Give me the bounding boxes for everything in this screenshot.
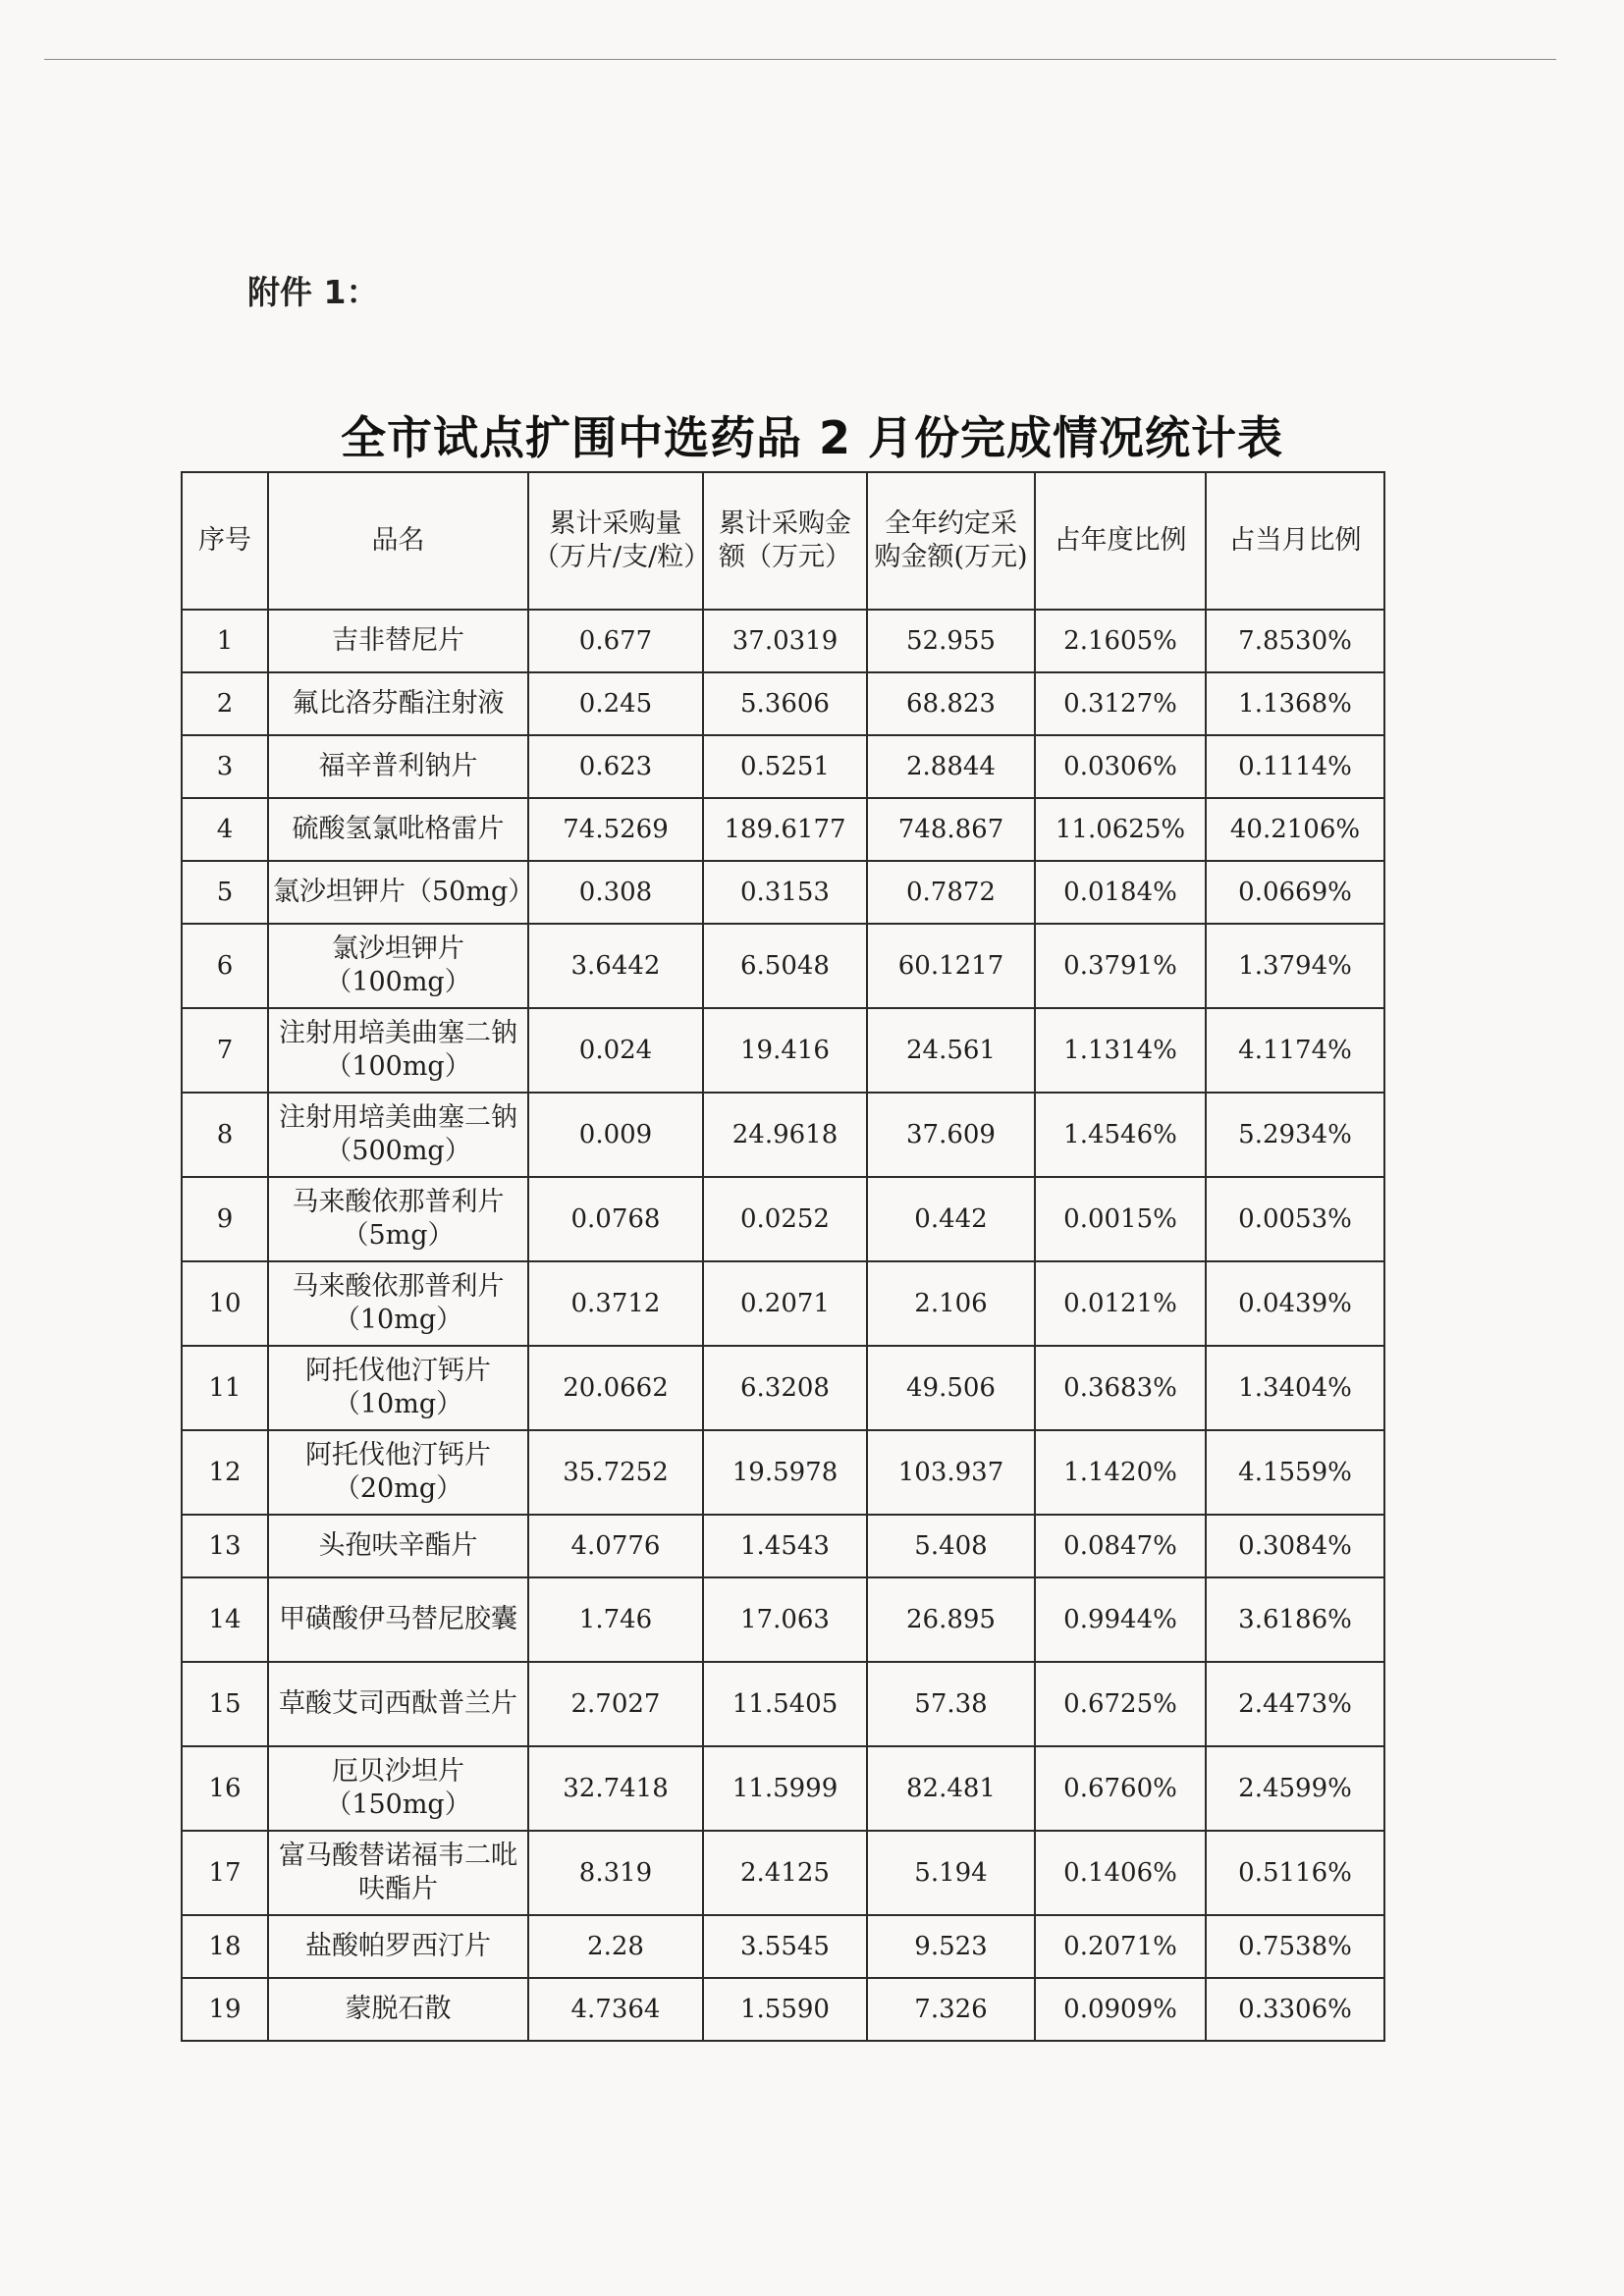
cell-name: 氯沙坦钾片（100mg）	[268, 924, 528, 1008]
cell-annual-plan: 0.7872	[867, 861, 1035, 924]
table-row	[182, 610, 1384, 672]
table-row	[182, 1261, 1384, 1346]
cell-quantity: 35.7252	[528, 1430, 703, 1515]
cell-annual-plan: 7.326	[867, 1978, 1035, 2041]
header-quantity: 累计采购量（万片/支/粒）	[528, 472, 703, 610]
cell-index: 16	[182, 1746, 268, 1831]
table-row	[182, 1978, 1384, 2041]
cell-amount: 11.5999	[703, 1746, 867, 1831]
cell-quantity: 0.245	[528, 672, 703, 735]
cell-annual-ratio: 11.0625%	[1035, 798, 1206, 861]
cell-monthly-ratio: 0.1114%	[1206, 735, 1384, 798]
cell-annual-plan: 9.523	[867, 1915, 1035, 1978]
cell-amount: 0.0252	[703, 1177, 867, 1261]
table-row	[182, 1008, 1384, 1093]
top-rule	[44, 59, 1556, 60]
cell-index: 11	[182, 1346, 268, 1430]
table-row	[182, 1662, 1384, 1746]
cell-monthly-ratio: 1.1368%	[1206, 672, 1384, 735]
cell-index: 3	[182, 735, 268, 798]
cell-annual-ratio: 0.6725%	[1035, 1662, 1206, 1746]
cell-quantity: 0.009	[528, 1093, 703, 1177]
cell-amount: 0.2071	[703, 1261, 867, 1346]
statistics-table	[181, 471, 1385, 2042]
document-title: 全市试点扩围中选药品 2 月份完成情况统计表	[340, 411, 1284, 464]
table-row	[182, 861, 1384, 924]
cell-monthly-ratio: 3.6186%	[1206, 1577, 1384, 1662]
cell-quantity: 74.5269	[528, 798, 703, 861]
cell-index: 17	[182, 1831, 268, 1915]
cell-name: 氯沙坦钾片（50mg）	[268, 861, 528, 924]
cell-annual-ratio: 0.0015%	[1035, 1177, 1206, 1261]
cell-monthly-ratio: 4.1559%	[1206, 1430, 1384, 1515]
cell-amount: 6.5048	[703, 924, 867, 1008]
cell-annual-plan: 49.506	[867, 1346, 1035, 1430]
cell-name: 盐酸帕罗西汀片	[268, 1915, 528, 1978]
cell-amount: 1.5590	[703, 1978, 867, 2041]
cell-annual-ratio: 0.3791%	[1035, 924, 1206, 1008]
cell-quantity: 3.6442	[528, 924, 703, 1008]
cell-index: 9	[182, 1177, 268, 1261]
cell-monthly-ratio: 1.3794%	[1206, 924, 1384, 1008]
cell-amount: 17.063	[703, 1577, 867, 1662]
cell-name: 阿托伐他汀钙片（20mg）	[268, 1430, 528, 1515]
cell-monthly-ratio: 0.0053%	[1206, 1177, 1384, 1261]
cell-annual-plan: 52.955	[867, 610, 1035, 672]
cell-name: 注射用培美曲塞二钠（100mg）	[268, 1008, 528, 1093]
cell-amount: 11.5405	[703, 1662, 867, 1746]
cell-amount: 0.5251	[703, 735, 867, 798]
attachment-label: 附件 1：	[247, 273, 379, 311]
cell-annual-plan: 748.867	[867, 798, 1035, 861]
cell-monthly-ratio: 40.2106%	[1206, 798, 1384, 861]
header-annual-plan: 全年约定采购金额(万元)	[867, 472, 1035, 610]
table-row	[182, 1346, 1384, 1430]
cell-index: 6	[182, 924, 268, 1008]
table-row	[182, 1746, 1384, 1831]
cell-monthly-ratio: 0.5116%	[1206, 1831, 1384, 1915]
cell-annual-plan: 57.38	[867, 1662, 1035, 1746]
cell-monthly-ratio: 5.2934%	[1206, 1093, 1384, 1177]
cell-monthly-ratio: 2.4599%	[1206, 1746, 1384, 1831]
cell-amount: 6.3208	[703, 1346, 867, 1430]
table-row	[182, 1915, 1384, 1978]
cell-name: 阿托伐他汀钙片（10mg）	[268, 1346, 528, 1430]
cell-quantity: 4.0776	[528, 1515, 703, 1577]
cell-annual-ratio: 0.9944%	[1035, 1577, 1206, 1662]
cell-name: 吉非替尼片	[268, 610, 528, 672]
header-amount: 累计采购金额（万元）	[703, 472, 867, 610]
cell-annual-plan: 82.481	[867, 1746, 1035, 1831]
cell-monthly-ratio: 1.3404%	[1206, 1346, 1384, 1430]
cell-monthly-ratio: 0.3306%	[1206, 1978, 1384, 2041]
cell-annual-plan: 5.194	[867, 1831, 1035, 1915]
cell-quantity: 2.28	[528, 1915, 703, 1978]
cell-monthly-ratio: 0.0439%	[1206, 1261, 1384, 1346]
cell-annual-ratio: 0.2071%	[1035, 1915, 1206, 1978]
cell-name: 富马酸替诺福韦二吡呋酯片	[268, 1831, 528, 1915]
cell-amount: 19.5978	[703, 1430, 867, 1515]
cell-annual-plan: 0.442	[867, 1177, 1035, 1261]
cell-index: 14	[182, 1577, 268, 1662]
cell-amount: 2.4125	[703, 1831, 867, 1915]
cell-annual-plan: 103.937	[867, 1430, 1035, 1515]
cell-annual-ratio: 1.1314%	[1035, 1008, 1206, 1093]
cell-monthly-ratio: 2.4473%	[1206, 1662, 1384, 1746]
cell-quantity: 0.024	[528, 1008, 703, 1093]
table-header-row	[182, 472, 1384, 610]
cell-index: 2	[182, 672, 268, 735]
cell-index: 5	[182, 861, 268, 924]
cell-amount: 24.9618	[703, 1093, 867, 1177]
header-monthly-ratio: 占当月比例	[1206, 472, 1384, 610]
header-index: 序号	[182, 472, 268, 610]
cell-annual-ratio: 1.1420%	[1035, 1430, 1206, 1515]
cell-index: 13	[182, 1515, 268, 1577]
cell-annual-ratio: 0.1406%	[1035, 1831, 1206, 1915]
cell-annual-plan: 2.106	[867, 1261, 1035, 1346]
cell-annual-plan: 37.609	[867, 1093, 1035, 1177]
cell-index: 8	[182, 1093, 268, 1177]
cell-quantity: 0.308	[528, 861, 703, 924]
header-annual-ratio: 占年度比例	[1035, 472, 1206, 610]
cell-annual-ratio: 0.0909%	[1035, 1978, 1206, 2041]
table-row	[182, 1177, 1384, 1261]
cell-index: 19	[182, 1978, 268, 2041]
table-row	[182, 1515, 1384, 1577]
table-row	[182, 735, 1384, 798]
cell-annual-plan: 60.1217	[867, 924, 1035, 1008]
cell-amount: 3.5545	[703, 1915, 867, 1978]
cell-annual-ratio: 0.0121%	[1035, 1261, 1206, 1346]
cell-name: 注射用培美曲塞二钠（500mg）	[268, 1093, 528, 1177]
cell-quantity: 0.3712	[528, 1261, 703, 1346]
table-row	[182, 924, 1384, 1008]
cell-amount: 19.416	[703, 1008, 867, 1093]
cell-quantity: 32.7418	[528, 1746, 703, 1831]
cell-index: 7	[182, 1008, 268, 1093]
table-row	[182, 1430, 1384, 1515]
table-row	[182, 1577, 1384, 1662]
cell-name: 草酸艾司西酞普兰片	[268, 1662, 528, 1746]
cell-annual-ratio: 0.6760%	[1035, 1746, 1206, 1831]
cell-index: 18	[182, 1915, 268, 1978]
cell-monthly-ratio: 4.1174%	[1206, 1008, 1384, 1093]
cell-annual-ratio: 2.1605%	[1035, 610, 1206, 672]
cell-name: 蒙脱石散	[268, 1978, 528, 2041]
cell-index: 12	[182, 1430, 268, 1515]
cell-annual-ratio: 0.3683%	[1035, 1346, 1206, 1430]
cell-annual-ratio: 0.0847%	[1035, 1515, 1206, 1577]
table-row	[182, 1831, 1384, 1915]
cell-name: 厄贝沙坦片（150mg）	[268, 1746, 528, 1831]
cell-annual-plan: 2.8844	[867, 735, 1035, 798]
cell-amount: 1.4543	[703, 1515, 867, 1577]
cell-name: 头孢呋辛酯片	[268, 1515, 528, 1577]
cell-monthly-ratio: 0.3084%	[1206, 1515, 1384, 1577]
cell-name: 马来酸依那普利片（5mg）	[268, 1177, 528, 1261]
cell-amount: 37.0319	[703, 610, 867, 672]
cell-index: 1	[182, 610, 268, 672]
cell-annual-plan: 68.823	[867, 672, 1035, 735]
cell-quantity: 0.677	[528, 610, 703, 672]
cell-monthly-ratio: 0.7538%	[1206, 1915, 1384, 1978]
cell-annual-plan: 26.895	[867, 1577, 1035, 1662]
cell-index: 4	[182, 798, 268, 861]
cell-amount: 5.3606	[703, 672, 867, 735]
cell-monthly-ratio: 7.8530%	[1206, 610, 1384, 672]
cell-quantity: 2.7027	[528, 1662, 703, 1746]
table-row	[182, 1093, 1384, 1177]
cell-name: 甲磺酸伊马替尼胶囊	[268, 1577, 528, 1662]
cell-quantity: 1.746	[528, 1577, 703, 1662]
cell-index: 10	[182, 1261, 268, 1346]
cell-quantity: 0.623	[528, 735, 703, 798]
cell-quantity: 0.0768	[528, 1177, 703, 1261]
cell-name: 氟比洛芬酯注射液	[268, 672, 528, 735]
cell-annual-plan: 24.561	[867, 1008, 1035, 1093]
cell-annual-ratio: 1.4546%	[1035, 1093, 1206, 1177]
table-row	[182, 798, 1384, 861]
cell-quantity: 8.319	[528, 1831, 703, 1915]
cell-quantity: 4.7364	[528, 1978, 703, 2041]
header-name: 品名	[268, 472, 528, 610]
cell-monthly-ratio: 0.0669%	[1206, 861, 1384, 924]
cell-annual-plan: 5.408	[867, 1515, 1035, 1577]
cell-annual-ratio: 0.0184%	[1035, 861, 1206, 924]
cell-annual-ratio: 0.3127%	[1035, 672, 1206, 735]
cell-amount: 189.6177	[703, 798, 867, 861]
table-row	[182, 672, 1384, 735]
cell-name: 福辛普利钠片	[268, 735, 528, 798]
cell-quantity: 20.0662	[528, 1346, 703, 1430]
cell-index: 15	[182, 1662, 268, 1746]
table-body	[182, 610, 1384, 2041]
cell-name: 马来酸依那普利片（10mg）	[268, 1261, 528, 1346]
cell-name: 硫酸氢氯吡格雷片	[268, 798, 528, 861]
cell-amount: 0.3153	[703, 861, 867, 924]
cell-annual-ratio: 0.0306%	[1035, 735, 1206, 798]
